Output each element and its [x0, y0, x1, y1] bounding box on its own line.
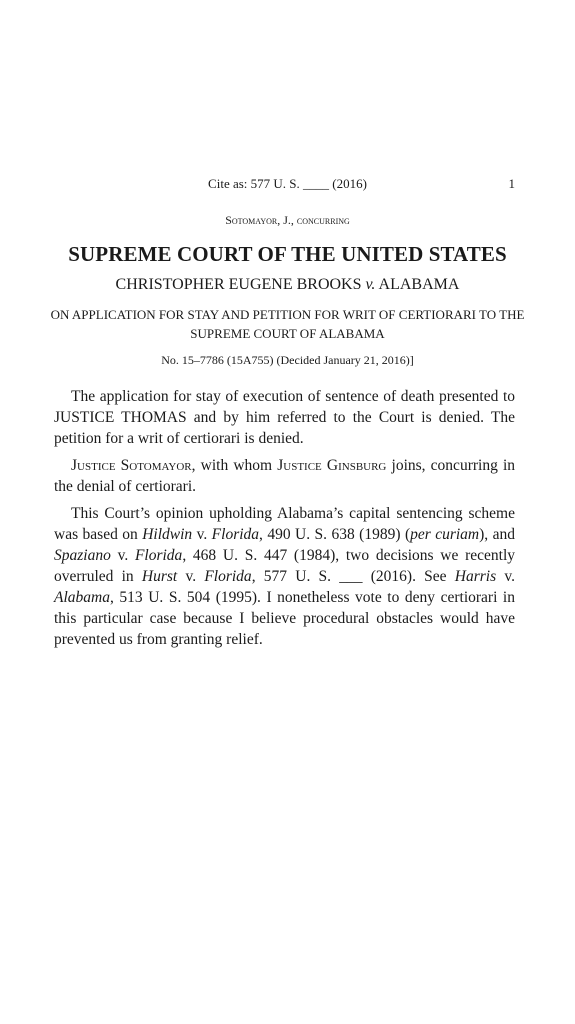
case-citation: Florida: [134, 547, 183, 564]
paragraph-concurrence-intro: [54, 455, 515, 497]
case-citation: Alabama: [54, 589, 110, 606]
versus-label: v.: [365, 276, 376, 293]
paragraph-text: v.: [177, 568, 205, 585]
opinion-body: [54, 386, 515, 656]
respondent-name: ALABAMA: [378, 276, 460, 293]
case-citation: Spaziano: [54, 547, 111, 564]
paragraph-text: , with whom: [191, 457, 278, 474]
paragraph-text: This Court’s opinion upholding Alabama’s capital sentencing scheme was based on: [54, 505, 515, 543]
paragraph-text: joins, concurring in the denial of certiorari.: [54, 457, 516, 495]
cite-text: Cite as: 577 U. S. ____ (2016): [208, 176, 367, 191]
cite-line: [0, 175, 575, 193]
court-title: SUPREME COURT OF THE UNITED STATES: [68, 242, 507, 266]
case-citation: Florida: [204, 568, 252, 585]
paragraph-text: , 490 U. S. 638 (1989) (: [259, 526, 411, 543]
case-name: [0, 273, 575, 297]
application-line: ON APPLICATION FOR STAY AND PETITION FOR WRIT OF CERTIORARI TO THE SUPREME COURT OF ALABAMA: [50, 307, 525, 341]
petitioner-name: CHRISTOPHER EUGENE BROOKS: [115, 276, 362, 293]
justice-name: Justice Ginsburg: [277, 457, 387, 474]
paragraph-text: v.: [496, 568, 515, 585]
paragraph-text: , 577 U. S. ___ (2016). See: [251, 568, 455, 585]
paragraph-text: v.: [192, 526, 212, 543]
docket-line: No. 15–7786 (15A755) (Decided January 21, 2016)]: [161, 353, 414, 367]
paragraph-text: ), and: [479, 526, 515, 543]
paragraph-concurrence-body: [54, 503, 515, 650]
paragraph-text: , 468 U. S. 447 (1984), two decisions we recently overruled in: [54, 547, 515, 585]
case-citation: Florida: [211, 526, 260, 543]
paragraph-text: , 513 U. S. 504 (1995). I nonetheless vote to deny certiorari in this particular case because I believe procedural obstacles would have prevented us from granting relief.: [54, 589, 515, 648]
case-citation: Hildwin: [142, 526, 193, 543]
page-number: 1: [508, 176, 515, 191]
case-citation: Harris: [454, 568, 497, 585]
paragraph-order: The application for stay of execution of sentence of death presented to JUSTICE THOMAS and by him referred to the Court is denied. The petition for a writ of certiorari is denied.: [54, 388, 515, 447]
justice-name: Justice Sotomayor: [71, 457, 192, 474]
case-citation: per curiam: [410, 526, 480, 543]
paragraph-text: v.: [110, 547, 135, 564]
running-head: Sotomayor, J., concurring: [225, 213, 350, 227]
case-citation: Hurst: [141, 568, 178, 585]
